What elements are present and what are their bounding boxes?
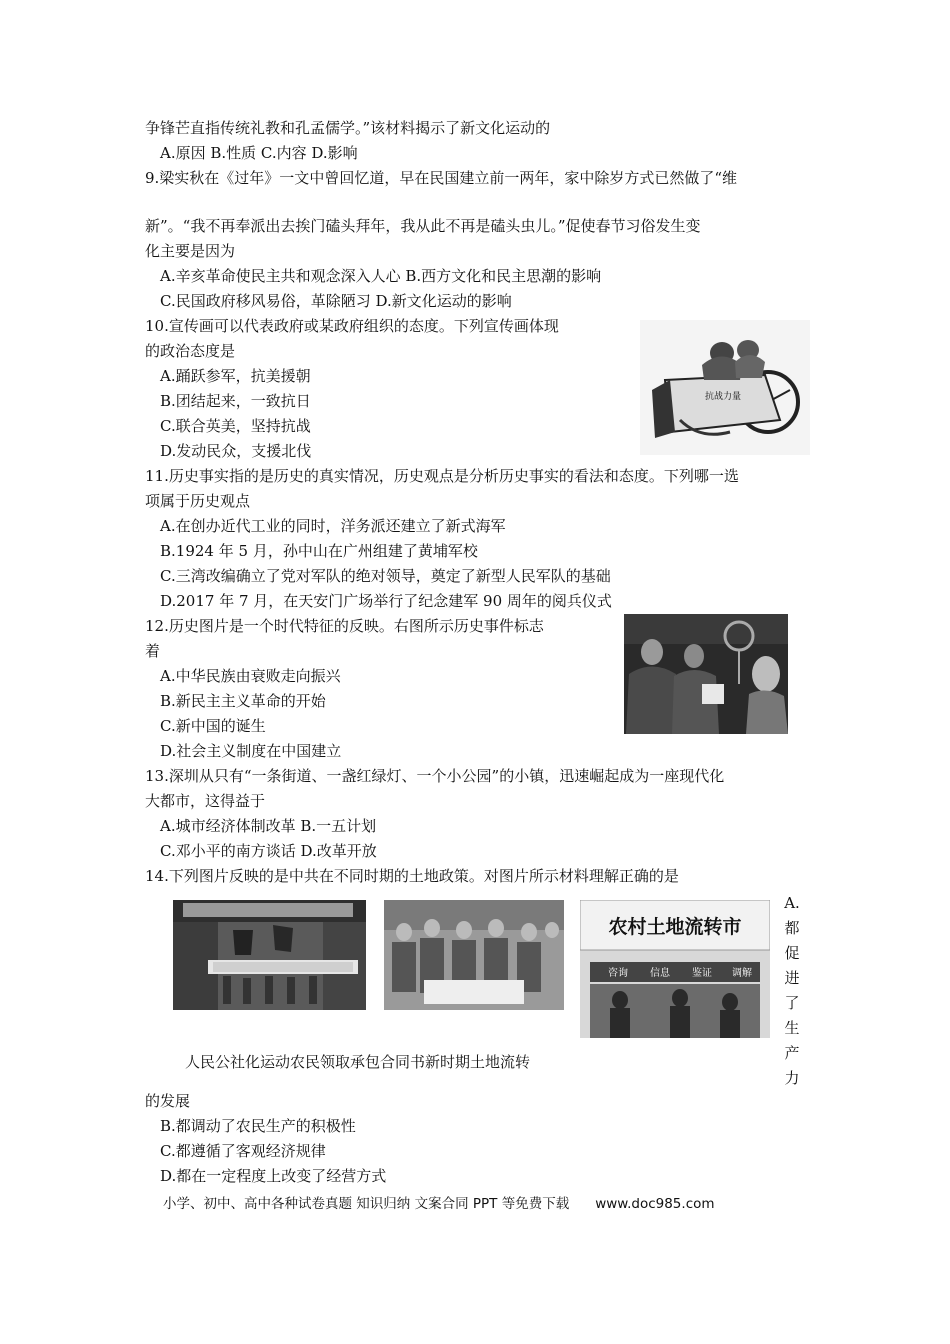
desk-label: 鉴证: [692, 968, 712, 979]
question-12: 12.历史图片是一个时代特征的反映。右图所示历史事件标志: [145, 617, 544, 635]
option-a: A.中华民族由衰败走向振兴: [160, 667, 341, 685]
propaganda-poster-image: [640, 320, 810, 455]
option-c: C.三湾改编确立了党对军队的绝对领导，奠定了新型人民军队的基础: [160, 567, 611, 585]
founding-ceremony-photo: [624, 614, 788, 734]
image-caption: 人民公社化运动农民领取承包合同书新时期土地流转: [185, 1053, 531, 1071]
commune-movement-photo: [173, 900, 366, 1010]
market-sign: 农村土地流转市: [608, 916, 742, 938]
option-c: C.都遵循了客观经济规律: [160, 1142, 326, 1160]
option-a: A.踊跃参军，抗美援朝: [160, 367, 311, 385]
question-13: 13.深圳从只有“一条街道、一盏红绿灯、一个小公园”的小镇，迅速崛起成为一座现代化: [145, 767, 725, 785]
option-d: D.2017 年 7 月，在天安门广场举行了纪念建军 90 周年的阅兵仪式: [160, 592, 612, 610]
option-d: D.社会主义制度在中国建立: [160, 742, 342, 760]
question-11: 11.历史事实指的是历史的真实情况，历史观点是分析历史事实的看法和态度。下列哪一选: [145, 467, 739, 485]
desk-label: 信息: [650, 968, 670, 979]
land-transfer-market-photo: [580, 900, 770, 1038]
poster-label: 抗战力量: [705, 392, 742, 402]
option-a-vertical-char: A.: [784, 894, 800, 912]
option-a-vertical-char: 都: [784, 919, 800, 937]
option-c: C.新中国的诞生: [160, 717, 266, 735]
option-c: C.联合英美，坚持抗战: [160, 417, 311, 435]
options-line: C.邓小平的南方谈话 D.改革开放: [160, 842, 377, 860]
question-9-cont: 化主要是因为: [145, 242, 236, 260]
contract-distribution-photo: [384, 900, 564, 1010]
option-a-vertical-char: 进: [784, 969, 800, 987]
question-10-cont: 的政治态度是: [145, 342, 236, 360]
options-line: A.城市经济体制改革 B.一五计划: [160, 817, 377, 835]
question-14-cont: 的发展: [145, 1092, 191, 1110]
option-a-vertical-char: 促: [784, 944, 800, 962]
option-a-vertical-char: 了: [784, 994, 800, 1012]
option-a-vertical-char: 产: [784, 1044, 800, 1062]
option-a: A.在创办近代工业的同时，洋务派还建立了新式海军: [160, 517, 506, 535]
option-d: D.发动民众，支援北伐: [160, 442, 312, 460]
question-9-cont: 新”。“我不再奉派出去挨门磕头拜年，我从此不再是磕头虫儿。”促使春节习俗发生变: [145, 217, 701, 235]
option-b: B.新民主主义革命的开始: [160, 692, 326, 710]
option-b: B.团结起来，一致抗日: [160, 392, 311, 410]
text-line: 争锋芒直指传统礼教和孔孟儒学。”该材料揭示了新文化运动的: [145, 119, 551, 137]
option-d: D.都在一定程度上改变了经营方式: [160, 1167, 387, 1185]
desk-label: 咨询: [608, 968, 628, 979]
question-13-cont: 大都市，这得益于: [145, 792, 266, 810]
options-line: A.辛亥革命使民主共和观念深入人心 B.西方文化和民主思潮的影响: [160, 267, 602, 285]
option-a-vertical-char: 力: [784, 1069, 800, 1087]
footer-text: 小学、初中、高中各种试卷真题 知识归纳 文案合同 PPT 等免费下载: [163, 1196, 570, 1212]
desk-label: 调解: [732, 968, 752, 979]
option-b: B.1924 年 5 月，孙中山在广州组建了黄埔军校: [160, 542, 478, 560]
question-10: 10.宣传画可以代表政府或某政府组织的态度。下列宣传画体现: [145, 317, 559, 335]
question-11-cont: 项属于历史观点: [145, 492, 251, 510]
option-a-vertical-char: 生: [784, 1019, 800, 1037]
footer: [163, 1192, 715, 1212]
question-9: 9.梁实秋在《过年》一文中曾回忆道，早在民国建立前一两年，家中除岁方式已然做了“维: [145, 169, 737, 187]
question-12-cont: 着: [145, 642, 161, 660]
options-line: A.原因 B.性质 C.内容 D.影响: [160, 144, 358, 162]
option-b: B.都调动了农民生产的积极性: [160, 1117, 356, 1135]
footer-url[interactable]: www.doc985.com: [595, 1196, 715, 1212]
options-line: C.民国政府移风易俗，革除陋习 D.新文化运动的影响: [160, 292, 512, 310]
question-14: 14.下列图片反映的是中共在不同时期的土地政策。对图片所示材料理解正确的是: [145, 867, 679, 885]
